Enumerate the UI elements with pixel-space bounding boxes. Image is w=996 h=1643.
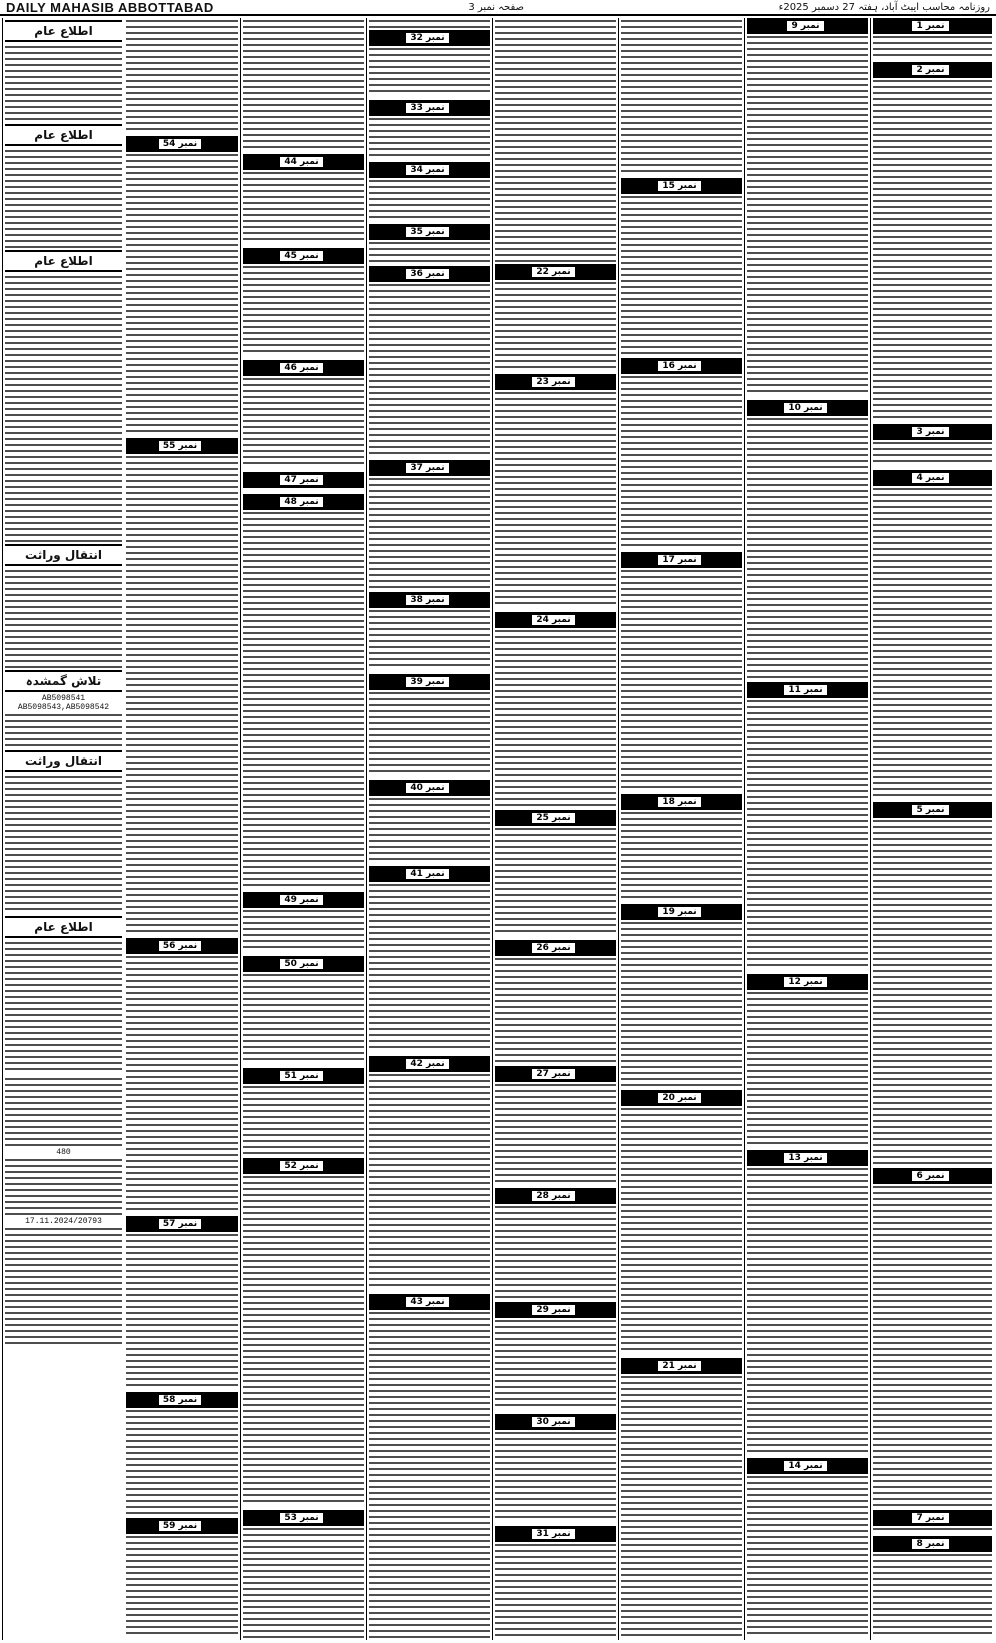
notice-heading: تلاش گمشدہ [5, 670, 122, 692]
article-header [621, 1358, 742, 1374]
article-body [621, 1374, 742, 1638]
article-body [747, 1474, 868, 1638]
article-header [369, 460, 490, 476]
article-number-label: نمبر 46 [279, 362, 323, 374]
article-number-label: نمبر 51 [279, 1070, 323, 1082]
article-block [369, 162, 490, 222]
article-block [747, 974, 868, 1148]
article-body [243, 18, 364, 152]
article-header [126, 438, 238, 454]
article-body [243, 510, 364, 888]
article-header [495, 1302, 616, 1318]
article-number-label: نمبر 1 [911, 20, 949, 32]
article-body [873, 818, 992, 1164]
article-header [495, 940, 616, 956]
article-body [243, 264, 364, 356]
article-header [243, 1510, 364, 1526]
article-number-label: نمبر 14 [783, 1460, 827, 1472]
article-header [495, 1066, 616, 1082]
article-body [126, 454, 238, 934]
page-number: صفحہ نمبر 3 [468, 1, 525, 13]
notice-body [5, 774, 122, 914]
article-number-label: نمبر 40 [405, 782, 449, 794]
article-body [495, 1204, 616, 1298]
notice-figure: 17.11.2024/20793 [25, 1217, 102, 1226]
article-body [873, 34, 992, 58]
article-body [495, 1542, 616, 1638]
article-number-label: نمبر 33 [405, 102, 449, 114]
article-number-label: نمبر 39 [405, 676, 449, 688]
article-block [243, 1068, 364, 1156]
article-block [369, 224, 490, 264]
article-header [126, 938, 238, 954]
notice-body [5, 1076, 122, 1148]
article-header [369, 866, 490, 882]
article-header [873, 18, 992, 34]
article-block [495, 612, 616, 808]
notice-heading: اطلاع عام [5, 250, 122, 272]
article-body [243, 488, 364, 490]
article-body [495, 390, 616, 608]
article-header [243, 956, 364, 972]
article-header [369, 592, 490, 608]
article-header [873, 424, 992, 440]
article-number-label: نمبر 55 [158, 440, 202, 452]
article-body [369, 282, 490, 456]
article-number-label: نمبر 44 [279, 156, 323, 168]
article-header [369, 674, 490, 690]
article-header [621, 358, 742, 374]
article-block [369, 30, 490, 98]
article-number-label: نمبر 37 [405, 462, 449, 474]
notice-body [5, 568, 122, 668]
article-body [243, 376, 364, 468]
article-block [243, 1510, 364, 1640]
article-block [369, 460, 490, 590]
article-number-label: نمبر 26 [531, 942, 575, 954]
article-header [621, 904, 742, 920]
article-number-label: نمبر 4 [911, 472, 949, 484]
notice-body [5, 940, 122, 1072]
article-body [369, 1310, 490, 1638]
article-block [495, 374, 616, 610]
article-body [621, 194, 742, 354]
article-block [126, 1216, 238, 1390]
article-body [369, 46, 490, 96]
article-number-label: نمبر 58 [158, 1394, 202, 1406]
article-header [369, 30, 490, 46]
article-block [873, 1510, 992, 1534]
article-header [243, 892, 364, 908]
article-number-label: نمبر 16 [657, 360, 701, 372]
notice-body [5, 44, 122, 122]
passport-number: AB5098543,AB5098542 [17, 703, 110, 712]
article-body [369, 690, 490, 776]
article-header [495, 264, 616, 280]
article-block [495, 1414, 616, 1524]
article-block [243, 892, 364, 954]
article-number-label: نمبر 9 [786, 20, 824, 32]
article-number-label: نمبر 54 [158, 138, 202, 150]
article-body [873, 1184, 992, 1506]
article-number-label: نمبر 49 [279, 894, 323, 906]
article-number-label: نمبر 3 [911, 426, 949, 438]
article-number-label: نمبر 22 [531, 266, 575, 278]
article-header [621, 794, 742, 810]
story-col-7 [124, 18, 240, 1640]
article-body [747, 34, 868, 396]
article-header [747, 974, 868, 990]
article-number-label: نمبر 8 [911, 1538, 949, 1550]
article-number-label: نمبر 31 [531, 1528, 575, 1540]
article-block [243, 248, 364, 358]
article-block [873, 62, 992, 422]
article-number-label: نمبر 2 [911, 64, 949, 76]
article-body [126, 18, 238, 134]
article-body [621, 920, 742, 1086]
article-body [369, 796, 490, 862]
article-number-label: نمبر 30 [531, 1416, 575, 1428]
article-header [369, 1294, 490, 1310]
article-block [369, 1294, 490, 1640]
article-header [369, 224, 490, 240]
article-block [495, 940, 616, 1064]
article-body [243, 1174, 364, 1506]
article-number-label: نمبر 24 [531, 614, 575, 626]
article-block [369, 100, 490, 160]
newspaper-page [2, 18, 994, 1640]
article-header [873, 470, 992, 486]
notice-body [5, 1157, 122, 1217]
article-block [747, 400, 868, 680]
article-header [747, 1150, 868, 1166]
article-body [126, 1232, 238, 1388]
notice-body [5, 712, 122, 748]
article-number-label: نمبر 12 [783, 976, 827, 988]
article-body [495, 628, 616, 806]
story-col-3 [618, 18, 744, 1640]
article-header [243, 494, 364, 510]
article-body [747, 990, 868, 1146]
article-header [126, 1518, 238, 1534]
article-header [243, 472, 364, 488]
article-number-label: نمبر 15 [657, 180, 701, 192]
article-block [873, 18, 992, 60]
article-header [369, 100, 490, 116]
article-block [243, 1158, 364, 1508]
article-body [495, 826, 616, 936]
article-block [621, 178, 742, 356]
article-number-label: نمبر 18 [657, 796, 701, 808]
article-block [873, 802, 992, 1166]
article-body [243, 1526, 364, 1638]
article-block [873, 424, 992, 468]
article-header [621, 552, 742, 568]
article-block [126, 1518, 238, 1640]
article-number-label: نمبر 45 [279, 250, 323, 262]
article-block [243, 494, 364, 890]
article-block [369, 592, 490, 672]
article-body [873, 440, 992, 466]
article-header [369, 1056, 490, 1072]
article-number-label: نمبر 35 [405, 226, 449, 238]
article-number-label: نمبر 28 [531, 1190, 575, 1202]
article-header [873, 1536, 992, 1552]
article-number-label: نمبر 5 [911, 804, 949, 816]
notice-heading: اطلاع عام [5, 124, 122, 146]
article-body [495, 956, 616, 1062]
article-block [495, 810, 616, 938]
article-header [495, 810, 616, 826]
article-body [873, 486, 992, 798]
article-number-label: نمبر 17 [657, 554, 701, 566]
story-col-2 [744, 18, 870, 1640]
masthead [0, 0, 996, 16]
notice-body [5, 274, 122, 542]
date-line: روزنامہ محاسب ایبٹ آباد، ہفتہ 27 دسمبر 2025ء [778, 1, 990, 13]
article-header [369, 780, 490, 796]
article-body [621, 18, 742, 176]
story-col-6 [240, 18, 366, 1640]
article-block [873, 470, 992, 800]
article-body [369, 476, 490, 588]
article-number-label: نمبر 11 [783, 684, 827, 696]
story-col-1 [870, 18, 994, 1640]
article-body [369, 882, 490, 1052]
article-number-label: نمبر 10 [783, 402, 827, 414]
article-number-label: نمبر 7 [911, 1512, 949, 1524]
newspaper-title: DAILY MAHASIB ABBOTTABAD [6, 0, 214, 15]
notice-heading: انتقال وراثت [5, 544, 122, 566]
article-header [621, 1090, 742, 1106]
article-number-label: نمبر 6 [911, 1170, 949, 1182]
article-header [126, 1216, 238, 1232]
article-body [126, 1408, 238, 1514]
article-block [126, 438, 238, 936]
article-header [495, 374, 616, 390]
article-number-label: نمبر 42 [405, 1058, 449, 1070]
article-block [495, 1302, 616, 1412]
article-header [495, 612, 616, 628]
article-block [243, 472, 364, 492]
article-block [126, 136, 238, 436]
article-header [369, 162, 490, 178]
article-number-label: نمبر 59 [158, 1520, 202, 1532]
article-block [369, 266, 490, 458]
article-header [126, 1392, 238, 1408]
article-header [747, 682, 868, 698]
article-body [873, 1526, 992, 1532]
article-body [243, 170, 364, 244]
article-block [873, 1536, 992, 1640]
article-body [369, 608, 490, 670]
article-block [126, 1392, 238, 1516]
article-body [126, 954, 238, 1212]
article-number-label: نمبر 13 [783, 1152, 827, 1164]
article-header [495, 1188, 616, 1204]
article-body [873, 78, 992, 420]
article-block [243, 154, 364, 246]
article-body [495, 280, 616, 370]
article-header [369, 266, 490, 282]
article-header [243, 154, 364, 170]
article-body [747, 1166, 868, 1454]
story-col-5 [366, 18, 492, 1640]
article-block [369, 1056, 490, 1292]
article-block [747, 1150, 868, 1456]
article-number-label: نمبر 32 [405, 32, 449, 44]
article-body [243, 972, 364, 1064]
article-header [495, 1526, 616, 1542]
article-body [495, 18, 616, 262]
article-body [495, 1318, 616, 1410]
article-number-label: نمبر 25 [531, 812, 575, 824]
article-header [747, 18, 868, 34]
article-header [873, 802, 992, 818]
article-number-label: نمبر 41 [405, 868, 449, 880]
article-body [873, 1552, 992, 1638]
article-number-label: نمبر 19 [657, 906, 701, 918]
article-body [621, 1106, 742, 1354]
article-header [621, 178, 742, 194]
article-block [495, 1066, 616, 1186]
article-header [243, 248, 364, 264]
article-number-label: نمبر 47 [279, 474, 323, 486]
article-number-label: نمبر 36 [405, 268, 449, 280]
notice-heading: اطلاع عام [5, 916, 122, 938]
article-number-label: نمبر 34 [405, 164, 449, 176]
article-header [747, 400, 868, 416]
article-number-label: نمبر 57 [158, 1218, 202, 1230]
article-body [369, 116, 490, 158]
article-body [621, 374, 742, 548]
article-body [126, 1534, 238, 1638]
article-number-label: نمبر 20 [657, 1092, 701, 1104]
article-body [126, 152, 238, 434]
article-block [243, 360, 364, 470]
article-header [243, 1068, 364, 1084]
article-block [495, 264, 616, 372]
article-number-label: نمبر 48 [279, 496, 323, 508]
article-block [621, 1090, 742, 1356]
article-block [495, 1526, 616, 1640]
article-block [126, 938, 238, 1214]
article-number-label: نمبر 56 [158, 940, 202, 952]
article-block [747, 682, 868, 972]
article-block [369, 674, 490, 778]
story-col-4 [492, 18, 618, 1640]
article-block [747, 1458, 868, 1640]
article-block [621, 552, 742, 792]
article-body [621, 810, 742, 900]
article-block [621, 794, 742, 902]
article-header [126, 136, 238, 152]
notice-body [5, 148, 122, 248]
article-block [621, 904, 742, 1088]
notice-heading: اطلاع عام [5, 20, 122, 42]
article-header [873, 1510, 992, 1526]
article-body [495, 1082, 616, 1184]
article-block [873, 1168, 992, 1508]
article-header [873, 62, 992, 78]
article-block [243, 956, 364, 1066]
article-body [369, 240, 490, 262]
article-header [747, 1458, 868, 1474]
article-block [747, 18, 868, 398]
article-number-label: نمبر 43 [405, 1296, 449, 1308]
article-number-label: نمبر 21 [657, 1360, 701, 1372]
article-body [243, 1084, 364, 1154]
article-body [495, 1430, 616, 1522]
article-number-label: نمبر 38 [405, 594, 449, 606]
article-number-label: نمبر 50 [279, 958, 323, 970]
article-number-label: نمبر 23 [531, 376, 575, 388]
classifieds-column [2, 18, 124, 1640]
notice-figure: 480 [56, 1148, 71, 1157]
article-body [369, 178, 490, 220]
article-body [369, 1072, 490, 1290]
article-number-label: نمبر 52 [279, 1160, 323, 1172]
article-block [369, 780, 490, 864]
article-number-label: نمبر 53 [279, 1512, 323, 1524]
article-body [621, 568, 742, 790]
notice-body [5, 1226, 122, 1346]
article-block [621, 358, 742, 550]
article-number-label: نمبر 27 [531, 1068, 575, 1080]
article-header [243, 1158, 364, 1174]
article-header [873, 1168, 992, 1184]
notice-heading: انتقال وراثت [5, 750, 122, 772]
article-block [621, 1358, 742, 1640]
article-body [747, 416, 868, 678]
article-block [495, 1188, 616, 1300]
article-header [495, 1414, 616, 1430]
article-header [243, 360, 364, 376]
article-number-label: نمبر 29 [531, 1304, 575, 1316]
article-block [369, 866, 490, 1054]
article-body [747, 698, 868, 970]
article-body [243, 908, 364, 952]
passport-number: AB5098541 [41, 694, 86, 703]
article-body [369, 18, 490, 28]
